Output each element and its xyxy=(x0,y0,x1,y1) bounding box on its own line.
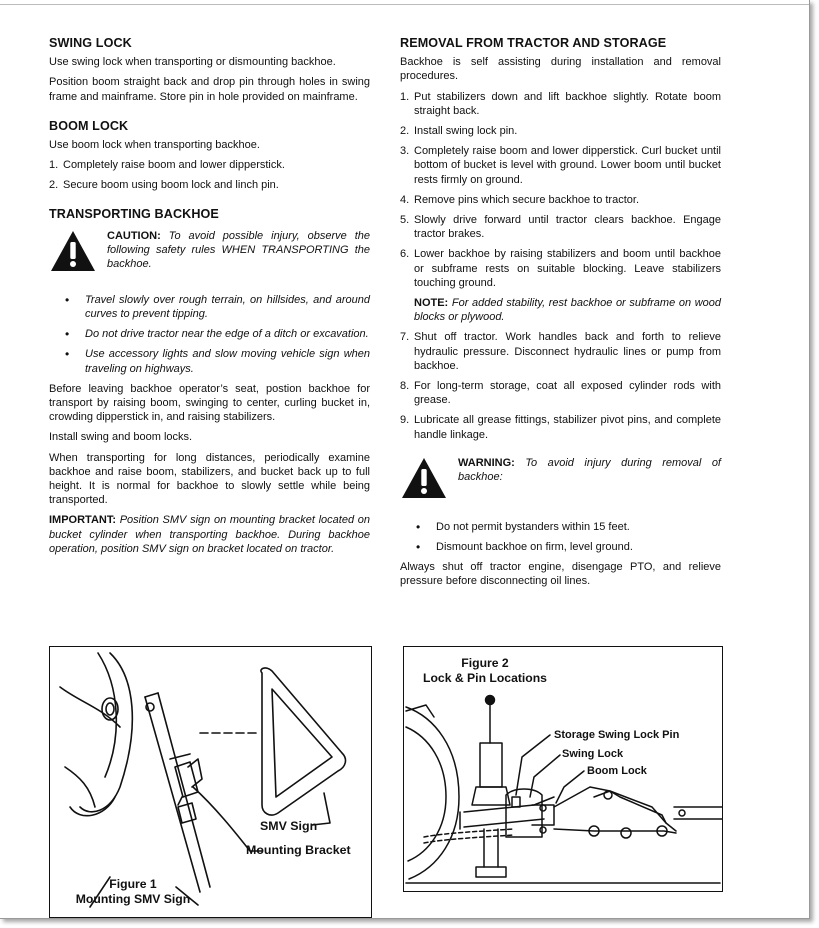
step-text: Completely raise boom and lower dipperstick. xyxy=(63,159,285,172)
list-item xyxy=(49,178,370,192)
figure-1-number: Figure 1 xyxy=(109,877,157,891)
transporting-heading: TRANSPORTING BACKHOE xyxy=(49,206,219,221)
step-text: For long-term storage, coat all exposed cylinder rods with grease. xyxy=(414,380,721,407)
callout-smv-sign: SMV Sign xyxy=(260,819,318,833)
transport-p2: Install swing and boom locks. xyxy=(49,431,193,444)
bullet-icon: • xyxy=(65,327,70,342)
boom-lock-heading: BOOM LOCK xyxy=(49,118,129,133)
boom-lock-steps xyxy=(49,158,370,192)
figure-1-caption xyxy=(58,877,208,907)
caution-callout xyxy=(49,229,370,277)
caution-label: CAUTION: xyxy=(107,229,161,242)
callout-swing-lock: Swing Lock xyxy=(562,748,624,760)
swing-lock-heading: SWING LOCK xyxy=(49,36,132,50)
callout-mounting-bracket: Mounting Bracket xyxy=(246,843,351,857)
page-top-strip xyxy=(0,0,809,5)
list-item xyxy=(400,193,721,207)
transport-p1: Before leaving backhoe operator’s seat, postion backhoe for transport by raising boom, swinging to center, curling bucket in, crowding dipperstick in, and raising stabilizers. xyxy=(49,382,370,424)
caution-text xyxy=(107,229,370,272)
right-column xyxy=(400,36,721,595)
step-text: Completely raise boom and lower dipperstick. Curl bucket until bottom of bucket is level with ground. Lower boom until bucket rests firmly on ground. xyxy=(414,145,721,186)
step-text: Install swing lock pin. xyxy=(414,125,518,138)
figure-2-lock-pin-locations xyxy=(403,646,723,892)
warning-body: To avoid injury during removal of backhoe: xyxy=(458,456,721,484)
list-item xyxy=(400,247,721,290)
removal-steps-b xyxy=(400,330,721,441)
warning-text xyxy=(458,456,721,484)
step-number: 6. xyxy=(400,248,410,261)
step-text: Secure boom using boom lock and linch pin. xyxy=(63,179,279,192)
step-number: 2. xyxy=(400,125,410,138)
step-number: 9. xyxy=(400,414,410,427)
step-number: 4. xyxy=(400,193,410,206)
bullet-text: Do not permit bystanders within 15 feet. xyxy=(436,520,630,533)
list-item xyxy=(400,520,721,534)
closing-paragraph: Always shut off tractor engine, disengage PTO, and relieve pressure before disconnecting oil lines. xyxy=(400,561,721,588)
step-text: Slowly drive forward until tractor clears backhoe. Engage tractor brakes. xyxy=(414,214,721,241)
transport-p3: When transporting for long distances, periodically examine backhoe and raise boom, stabilizers, and bucket back up to full height. It is normal for backhoe to slowly settle while being transported. xyxy=(49,451,370,507)
caution-body: To avoid possible injury, observe the following safety rules WHEN TRANSPORTING the backhoe. xyxy=(107,229,370,271)
step-number: 8. xyxy=(400,380,410,393)
warning-label: WARNING: xyxy=(458,456,515,469)
step-number: 1. xyxy=(400,90,410,103)
note-text: For added stability, rest backhoe or subframe on wood blocks or plywood. xyxy=(414,297,721,324)
step-number: 7. xyxy=(400,331,410,344)
warning-triangle-icon xyxy=(400,456,448,500)
list-item xyxy=(49,158,370,172)
boom-lock-p1: Use boom lock when transporting backhoe. xyxy=(49,139,260,152)
bullet-icon: • xyxy=(65,292,70,307)
warning-bullets xyxy=(400,520,721,554)
bullet-text: Travel slowly over rough terrain, on hillsides, and around curves to prevent tipping. xyxy=(85,293,370,321)
warning-callout xyxy=(400,456,721,504)
bullet-text: Dismount backhoe on firm, level ground. xyxy=(436,541,633,554)
list-item xyxy=(49,293,370,321)
transport-safety-bullets xyxy=(49,293,370,376)
bullet-icon: • xyxy=(416,540,421,555)
step-number: 3. xyxy=(400,145,410,158)
warning-triangle-icon xyxy=(49,229,97,273)
step-text: Lower backhoe by raising stabilizers and boom until backhoe or subframe rests on suitable blocking. Leave stabilizers touching ground. xyxy=(414,248,721,289)
important-note xyxy=(49,513,370,556)
bullet-icon: • xyxy=(416,519,421,534)
callout-boom-lock: Boom Lock xyxy=(587,765,647,777)
list-item xyxy=(400,144,721,187)
step-text: Remove pins which secure backhoe to tractor. xyxy=(414,193,640,206)
figure-2-number: Figure 2 xyxy=(461,656,509,670)
note-label: NOTE: xyxy=(414,297,449,310)
list-item xyxy=(400,213,721,241)
removal-intro: Backhoe is self assisting during installation and removal procedures. xyxy=(400,56,721,83)
list-item xyxy=(400,413,721,441)
note xyxy=(400,296,721,324)
list-item xyxy=(400,540,721,554)
step-number: 1. xyxy=(49,159,59,172)
list-item xyxy=(400,90,721,118)
important-text: Position SMV sign on mounting bracket located on bucket cylinder when transporting backhoe. During backhoe operation, position SMV sign on bracket located on tractor. xyxy=(49,514,370,555)
list-item xyxy=(400,124,721,138)
bullet-icon: • xyxy=(65,347,70,362)
step-number: 2. xyxy=(49,179,59,192)
removal-heading: REMOVAL FROM TRACTOR AND STORAGE xyxy=(400,36,667,50)
bullet-text: Use accessory lights and slow moving vehicle sign when traveling on highways. xyxy=(85,348,370,375)
list-item xyxy=(400,330,721,373)
callout-storage-swing-lock-pin: Storage Swing Lock Pin xyxy=(554,729,680,741)
step-text: Lubricate all grease fittings, stabilizer pivot pins, and complete handle linkage. xyxy=(414,414,721,441)
figure-1-title: Mounting SMV Sign xyxy=(75,892,191,906)
list-item xyxy=(400,379,721,407)
important-label: IMPORTANT: xyxy=(49,514,117,527)
bullet-text: Do not drive tractor near the edge of a ditch or excavation. xyxy=(85,328,369,341)
list-item xyxy=(49,327,370,341)
swing-lock-p2: Position boom straight back and drop pin through holes in swing frame and mainframe. Store pin in hole provided on mainframe. xyxy=(49,76,370,103)
step-number: 5. xyxy=(400,214,410,227)
step-text: Shut off tractor. Work handles back and forth to relieve hydraulic pressure. Disconnect hydraulic lines or pump from backhoe. xyxy=(414,331,721,372)
figure-2-title: Lock & Pin Locations xyxy=(423,671,547,685)
swing-lock-p1: Use swing lock when transporting or dismounting backhoe. xyxy=(49,56,336,69)
list-item xyxy=(49,347,370,375)
step-text: Put stabilizers down and lift backhoe slightly. Rotate boom straight back. xyxy=(414,90,721,117)
left-column xyxy=(49,36,370,562)
figure-2-caption xyxy=(410,656,560,686)
figure-1-smv-sign xyxy=(49,646,372,918)
removal-steps-a xyxy=(400,90,721,290)
